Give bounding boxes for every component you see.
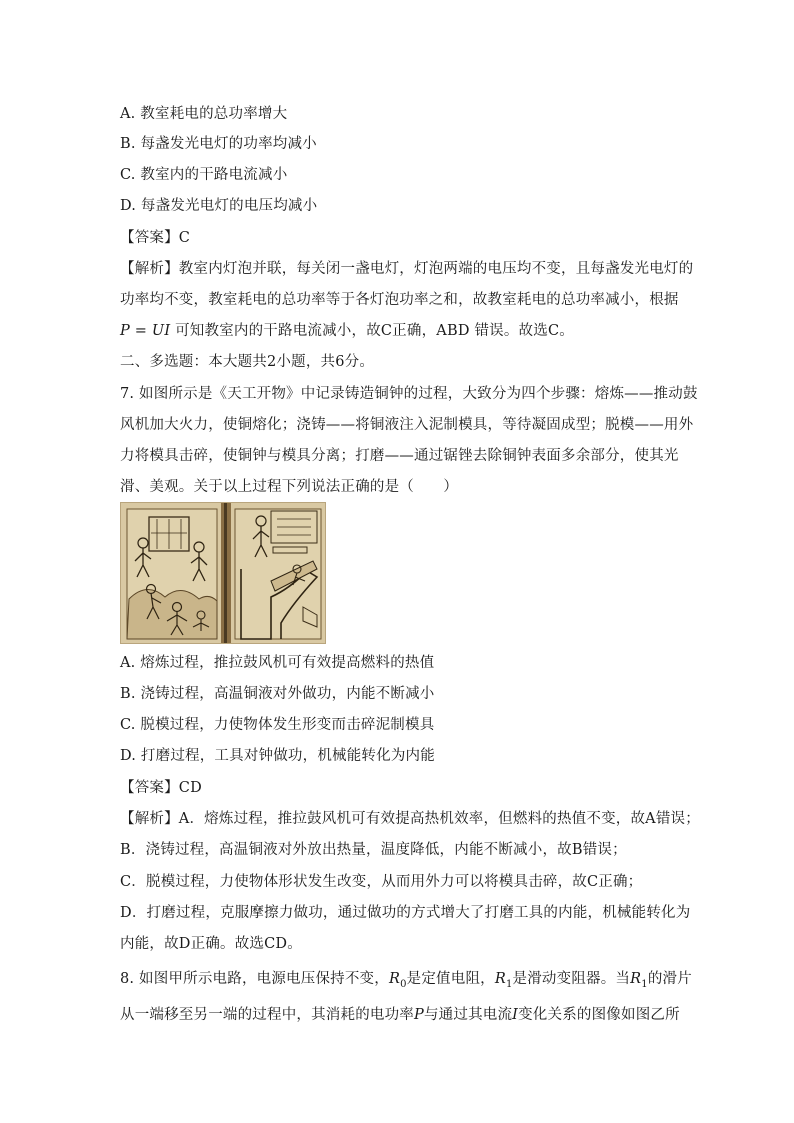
q7-option-c: C. 脱模过程，力使物体发生形变而击碎泥制模具: [120, 717, 435, 733]
symbol-i: I: [512, 1007, 519, 1023]
q8-text-1b: 是定值电阻，: [406, 971, 495, 987]
symbol-r1: $R_1$: [494, 971, 513, 990]
q7-stem-line-3: 力将模具击碎，使铜钟与模具分离；打磨——通过锯锉去除铜钟表面多余部分，使其光: [120, 448, 679, 464]
q6-analysis-line-2: 功率均不变，教室耗电的总功率等于各灯泡功率之和，故教室耗电的总功率减小，根据: [120, 292, 679, 308]
q6-option-c: C. 教室内的干路电流减小: [120, 167, 288, 183]
q6-option-b: B. 每盏发光电灯的功率均减小: [120, 136, 317, 152]
q7-stem-line-4: 滑、美观。关于以上过程下列说法正确的是（ ）: [120, 479, 459, 495]
tiangong-kaiwu-illustration: [120, 502, 326, 644]
q8-text-1d: 的滑片: [647, 971, 692, 987]
q7-stem-line-2: 风机加大火力，使铜熔化；浇铸——将铜液注入泥制模具，等待凝固成型；脱模——用外: [120, 417, 694, 433]
q7-stem-line-1: 7. 如图所示是《天工开物》中记录铸造铜钟的过程，大致分为四个步骤：熔炼——推动鼓: [120, 386, 698, 402]
q8-stem-line-2: [120, 1005, 680, 1025]
q8-text-2b: 与通过其电流: [423, 1007, 513, 1023]
symbol-r1-second: $R_1$: [630, 971, 648, 990]
q6-analysis-line-3: [120, 321, 574, 341]
q8-text-1c: 是滑动变阻器。当: [512, 971, 631, 987]
q7-analysis-line-4: D．打磨过程，克服摩擦力做功，通过做功的方式增大了打磨工具的内能，机械能转化为: [120, 905, 691, 921]
q8-text-1a: 8. 如图甲所示电路，电源电压保持不变，: [120, 971, 389, 987]
q7-analysis-line-2: B．浇铸过程，高温铜液对外放出热量，温度降低，内能不断减小，故B错误；: [120, 842, 627, 858]
illustration-drawing: [121, 503, 326, 644]
q8-text-2a: 从一端移至另一端的过程中，其消耗的电功率: [120, 1007, 414, 1023]
q7-option-b: B. 浇铸过程，高温铜液对外做功，内能不断减小: [120, 686, 435, 702]
q6-analysis-line-1: 【解析】教室内灯泡并联，每关闭一盏电灯，灯泡两端的电压均不变，且每盏发光电灯的: [120, 261, 694, 277]
q7-answer: 【答案】CD: [120, 780, 202, 796]
q8-stem-line-1: [120, 969, 692, 995]
q7-option-a: A. 熔炼过程，推拉鼓风机可有效提高燃料的热值: [120, 655, 435, 671]
q6-answer: 【答案】C: [120, 230, 191, 246]
formula-p-ui: P = UI: [120, 323, 171, 339]
q7-analysis-line-3: C．脱模过程，力使物体形状发生改变，从而用外力可以将模具击碎，故C正确；: [120, 874, 643, 890]
section-heading-multiple-choice: 二、多选题：本大题共2小题，共6分。: [120, 354, 375, 370]
q6-option-a: A. 教室耗电的总功率增大: [120, 106, 288, 122]
q8-text-2c: 变化关系的图像如图乙所: [518, 1007, 680, 1023]
q6-analysis-line-3-text: 可知教室内的干路电流减小，故C正确，ABD 错误。故选C。: [175, 323, 574, 339]
q7-option-d: D. 打磨过程，工具对钟做功，机械能转化为内能: [120, 748, 435, 764]
q6-option-d: D. 每盏发光电灯的电压均减小: [120, 198, 318, 214]
symbol-r0: $R_0$: [388, 971, 407, 990]
q7-analysis-line-1: 【解析】A．熔炼过程，推拉鼓风机可有效提高热机效率，但燃料的热值不变，故A错误；: [120, 811, 700, 827]
q7-analysis-line-5: 内能，故D正确。故选CD。: [120, 936, 302, 952]
symbol-p: P: [414, 1007, 424, 1023]
